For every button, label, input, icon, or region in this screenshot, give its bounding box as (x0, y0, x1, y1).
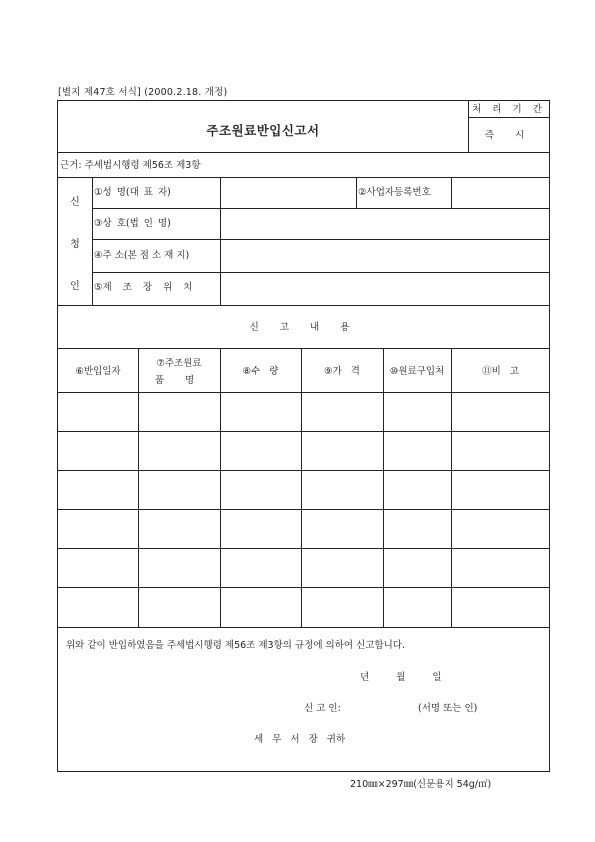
address-label: ④주 소(본 점 소 재 지) (94, 250, 190, 261)
table-row[interactable] (58, 471, 550, 509)
processing-period-value: 즉 시 (484, 130, 534, 141)
header-remarks: ⑪비 고 (482, 366, 519, 377)
header-quantity: ⑧수 량 (242, 366, 279, 377)
signature-or-seal-label: (서명 또는 인) (418, 703, 478, 714)
date-label: 년 월 일 (360, 672, 442, 683)
legal-basis: 근거: 주세법시행령 제56조 제3항 (60, 160, 201, 171)
header-material-name: ⑦주조원료 (156, 358, 202, 369)
declaration-text: 위와 같이 반입하였음을 주세법시행령 제56조 제3항의 규정에 의하여 신고합니다. (66, 640, 405, 651)
reporter-signature-field[interactable] (354, 699, 414, 717)
factory-location-label: ⑤제 조 장 위 치 (94, 282, 193, 293)
processing-divider (468, 117, 550, 118)
address-field[interactable] (221, 240, 549, 271)
table-row[interactable] (58, 549, 550, 587)
company-name-field[interactable] (221, 209, 549, 238)
business-number-field[interactable] (452, 178, 549, 207)
header-price: ⑨가 격 (324, 366, 360, 377)
name-field[interactable] (221, 178, 355, 207)
report-form (57, 100, 550, 772)
name-label: ①성 명(대 표 자) (94, 187, 171, 198)
company-name-label: ③상 호(법 인 명) (94, 218, 171, 229)
table-row[interactable] (58, 510, 550, 548)
business-no-left-line (356, 177, 357, 208)
applicant-side-divider (92, 177, 93, 305)
paper-size-note: 210㎜×297㎜(신문용지 54g/㎡) (350, 779, 492, 790)
report-contents-heading: 신 고 내 용 (249, 322, 359, 333)
table-bottom-line (58, 627, 550, 628)
title-bottom-line (58, 152, 550, 153)
form-title: 주조원료반입신고서 (206, 123, 320, 138)
applicant-side-label (58, 179, 92, 305)
section-bottom-line (58, 348, 550, 349)
table-row[interactable] (58, 432, 550, 470)
applicant-bottom-line (58, 305, 550, 306)
form-number-note: [별지 제47호 서식] (2000.2.18. 개정) (58, 87, 228, 98)
table-row[interactable] (58, 393, 550, 431)
table-row[interactable] (58, 588, 550, 626)
applicant-char-2: 청 (70, 238, 80, 250)
applicant-char-1: 신 (70, 196, 80, 208)
processing-period-label: 처 리 기 간 (472, 104, 546, 115)
tax-office-addressee: 세 무 서 장 귀하 (254, 734, 346, 745)
business-number-label: ②사업자등록번호 (358, 187, 431, 198)
reporter-label: 신 고 인: (304, 703, 341, 714)
applicant-char-3: 인 (70, 280, 80, 292)
header-import-date: ⑥반입일자 (75, 366, 121, 377)
header-supplier: ⑩원료구입처 (389, 366, 445, 377)
factory-location-field[interactable] (221, 273, 549, 304)
header-material-name-line2: 품 명 (154, 375, 204, 386)
